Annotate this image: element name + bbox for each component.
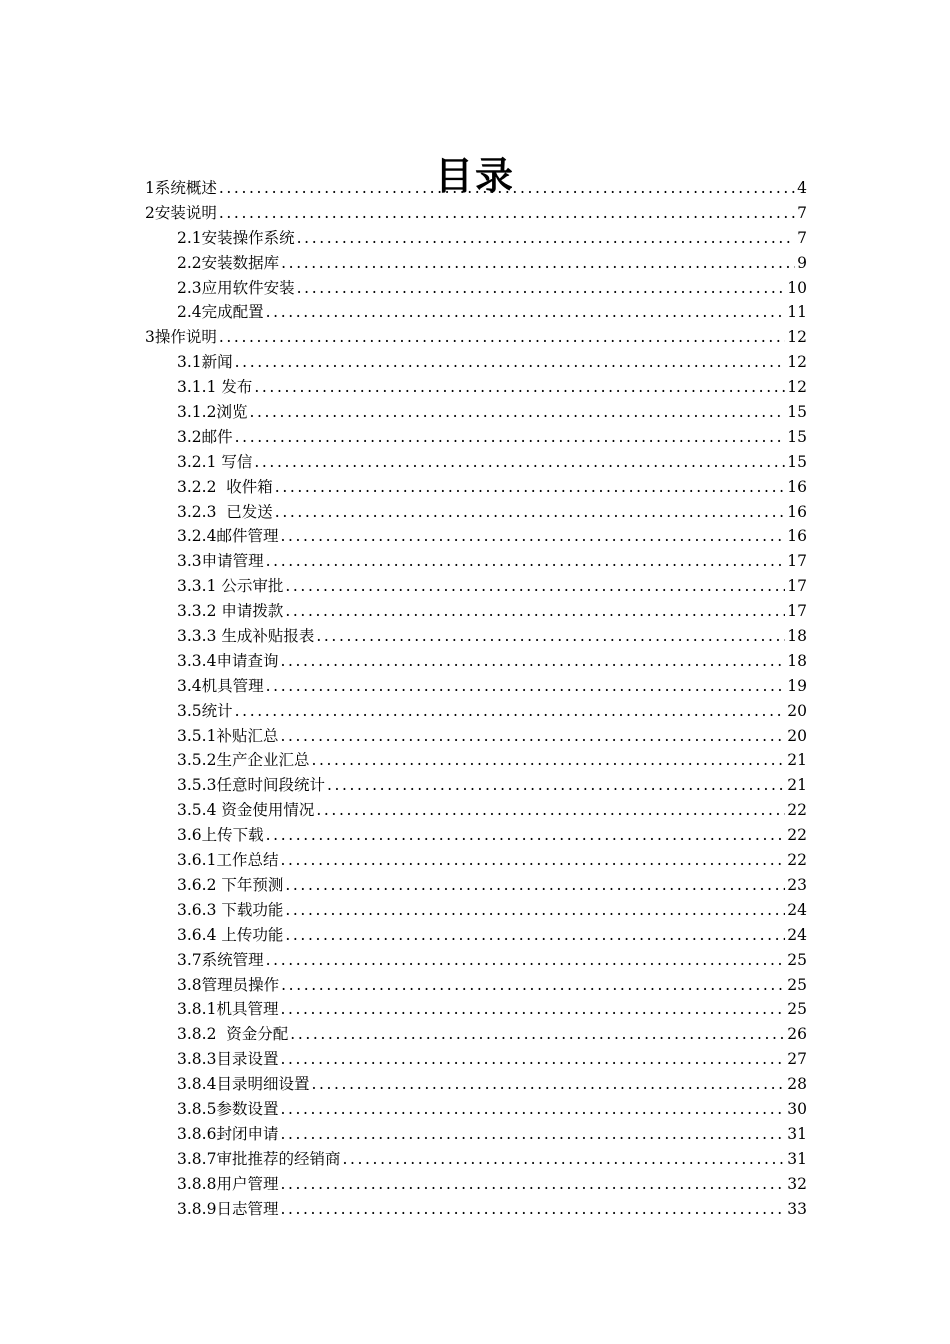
toc-page-number: 15: [787, 452, 807, 471]
toc-leader-dots: [266, 948, 786, 973]
toc-entry-text: 3.3申请管理: [177, 552, 264, 571]
toc-leader-dots: [280, 1172, 785, 1197]
toc-leader-dots: [316, 624, 785, 649]
toc-entry[interactable]: [145, 1172, 807, 1197]
toc-leader-dots: [219, 325, 785, 350]
toc-page-number: 25: [787, 1000, 807, 1019]
toc-page-number: 17: [787, 577, 807, 596]
toc-entry-text: 3.3.3 生成补贴报表: [177, 627, 315, 646]
toc-page-number: 22: [787, 851, 807, 870]
toc-entry-text: 3.8.4目录明细设置: [177, 1075, 310, 1094]
toc-entry[interactable]: [145, 276, 807, 301]
toc-entry[interactable]: [145, 748, 807, 773]
toc-leader-dots: [280, 1197, 785, 1222]
toc-leader-dots: [235, 425, 786, 450]
toc-entry-text: 3.6.2 下年预测: [177, 875, 284, 894]
toc-entry[interactable]: [145, 400, 807, 425]
toc-leader-dots: [275, 475, 785, 500]
toc-entry-text: 3.5.1补贴汇总: [177, 726, 279, 745]
toc-page-number: 15: [787, 403, 807, 422]
toc-page-number: 9: [797, 253, 807, 272]
toc-leader-dots: [219, 201, 795, 226]
toc-entry[interactable]: [145, 923, 807, 948]
toc-entry[interactable]: [145, 699, 807, 724]
toc-page-number: 20: [787, 701, 807, 720]
toc-entry-text: 3.8.5参数设置: [177, 1099, 279, 1118]
toc-page-number: 19: [787, 676, 807, 695]
toc-leader-dots: [254, 450, 785, 475]
toc-leader-dots: [297, 276, 786, 301]
toc-leader-dots: [235, 699, 786, 724]
toc-leader-dots: [266, 549, 786, 574]
toc-entry-text: 2安装说明: [145, 203, 217, 222]
toc-entry-text: 3.6.3 下载功能: [177, 900, 284, 919]
toc-page-number: 25: [787, 950, 807, 969]
toc-entry[interactable]: [145, 798, 807, 823]
toc-entry[interactable]: [145, 848, 807, 873]
toc-entry-text: 3.6.4 上传功能: [177, 925, 284, 944]
toc-leader-dots: [275, 500, 785, 525]
toc-leader-dots: [342, 1147, 785, 1172]
toc-page-number: 28: [787, 1075, 807, 1094]
toc-page-number: 18: [787, 651, 807, 670]
toc-entry-text: 3.2.3 已发送: [177, 502, 273, 521]
toc-entry-text: 3.8.2 资金分配: [177, 1025, 289, 1044]
toc-entry[interactable]: [145, 524, 807, 549]
toc-leader-dots: [280, 1097, 785, 1122]
toc-entry-text: 2.1安装操作系统: [177, 228, 295, 247]
toc-page-number: 21: [787, 776, 807, 795]
toc-leader-dots: [290, 1022, 785, 1047]
toc-page-number: 22: [787, 801, 807, 820]
toc-entry[interactable]: [145, 350, 807, 375]
toc-page-number: 16: [787, 502, 807, 521]
toc-entry[interactable]: [145, 1197, 807, 1222]
toc-leader-dots: [316, 798, 785, 823]
toc-entry-text: 3.1.2浏览: [177, 403, 248, 422]
toc-entry[interactable]: [145, 1047, 807, 1072]
toc-entry[interactable]: [145, 1072, 807, 1097]
toc-page-number: 7: [797, 203, 807, 222]
toc-entry[interactable]: [145, 1022, 807, 1047]
toc-page-number: 7: [797, 228, 807, 247]
toc-page-number: 12: [787, 378, 807, 397]
toc-leader-dots: [280, 848, 785, 873]
toc-entry-text: 3.5.2生产企业汇总: [177, 751, 310, 770]
toc-page-number: 24: [787, 900, 807, 919]
toc-leader-dots: [219, 176, 795, 201]
toc-leader-dots: [280, 1047, 785, 1072]
toc-entry[interactable]: [145, 773, 807, 798]
toc-page-number: 12: [787, 353, 807, 372]
toc-entry-text: 3.6上传下载: [177, 826, 264, 845]
toc-entry-text: 3.8.7审批推荐的经销商: [177, 1149, 341, 1168]
toc-leader-dots: [266, 300, 786, 325]
toc-leader-dots: [280, 724, 785, 749]
toc-entry[interactable]: [145, 1122, 807, 1147]
toc-entry-text: 3.8.6封闭申请: [177, 1124, 279, 1143]
toc-title: 目录: [434, 154, 515, 199]
toc-leader-dots: [285, 574, 785, 599]
toc-page-number: 16: [787, 527, 807, 546]
toc-entry-text: 1系统概述: [145, 179, 217, 197]
toc-page-number: 12: [787, 328, 807, 347]
toc-page-number: 20: [787, 726, 807, 745]
toc-leader-dots: [285, 923, 785, 948]
toc-page-number: 18: [787, 627, 807, 646]
toc-leader-dots: [266, 823, 786, 848]
toc-entry-text: 3.6.1工作总结: [177, 851, 279, 870]
toc-page-number: 26: [787, 1025, 807, 1044]
toc-entry[interactable]: [145, 997, 807, 1022]
toc-leader-dots: [327, 773, 785, 798]
toc-entry[interactable]: [145, 1147, 807, 1172]
toc-list: [145, 176, 807, 1221]
toc-page-number: 23: [787, 875, 807, 894]
toc-entry-text: 3.4机具管理: [177, 676, 264, 695]
toc-entry-text: 3.8管理员操作: [177, 975, 280, 994]
toc-entry-text: 3.3.2 申请拨款: [177, 602, 284, 621]
toc-entry[interactable]: [145, 500, 807, 525]
toc-page-number: 16: [787, 477, 807, 496]
toc-leader-dots: [311, 1072, 785, 1097]
toc-entry-text: 2.4完成配置: [177, 303, 264, 322]
toc-entry[interactable]: [145, 973, 807, 998]
toc-entry[interactable]: [145, 649, 807, 674]
toc-page-number: 21: [787, 751, 807, 770]
toc-entry-text: 3操作说明: [145, 328, 217, 347]
toc-entry[interactable]: [145, 325, 807, 350]
toc-leader-dots: [311, 748, 785, 773]
toc-leader-dots: [280, 1122, 785, 1147]
toc-page-number: 17: [787, 602, 807, 621]
toc-entry[interactable]: [145, 375, 807, 400]
toc-entry[interactable]: [145, 674, 807, 699]
toc-page-number: 15: [787, 427, 807, 446]
toc-entry-text: 3.7系统管理: [177, 950, 264, 969]
toc-entry[interactable]: [145, 549, 807, 574]
toc-page-number: 32: [787, 1174, 807, 1193]
toc-entry-text: 3.2.4邮件管理: [177, 527, 279, 546]
toc-page-number: 33: [787, 1199, 807, 1218]
toc-page-number: 22: [787, 826, 807, 845]
toc-leader-dots: [281, 973, 785, 998]
toc-page-number: 25: [787, 975, 807, 994]
toc-leader-dots: [285, 873, 785, 898]
toc-leader-dots: [280, 524, 785, 549]
toc-entry-text: 3.5统计: [177, 701, 233, 720]
toc-entry[interactable]: [145, 450, 807, 475]
toc-entry[interactable]: [145, 1097, 807, 1122]
toc-page-number: 24: [787, 925, 807, 944]
toc-entry-text: 3.8.8用户管理: [177, 1174, 279, 1193]
toc-page-number: 10: [787, 278, 807, 297]
toc-entry-text: 2.3应用软件安装: [177, 278, 295, 297]
toc-entry-text: 3.3.1 公示审批: [177, 577, 284, 596]
toc-entry[interactable]: [145, 300, 807, 325]
toc-leader-dots: [285, 898, 785, 923]
toc-entry[interactable]: [145, 873, 807, 898]
toc-entry[interactable]: [145, 898, 807, 923]
toc-entry[interactable]: [145, 475, 807, 500]
toc-entry[interactable]: [145, 251, 807, 276]
toc-entry[interactable]: [145, 574, 807, 599]
toc-entry-text: 3.3.4申请查询: [177, 651, 279, 670]
toc-leader-dots: [235, 350, 786, 375]
toc-leader-dots: [266, 674, 786, 699]
toc-leader-dots: [280, 997, 785, 1022]
toc-entry-text: 3.1新闻: [177, 353, 233, 372]
toc-page-number: 31: [787, 1149, 807, 1168]
toc-entry[interactable]: [145, 624, 807, 649]
toc-leader-dots: [249, 400, 785, 425]
toc-entry-text: 3.8.3目录设置: [177, 1050, 279, 1069]
toc-entry-text: 3.2.1 写信: [177, 452, 253, 471]
toc-entry-text: 3.5.3任意时间段统计: [177, 776, 325, 795]
toc-entry[interactable]: [145, 724, 807, 749]
toc-page-number: 11: [787, 303, 807, 322]
toc-entry-text: 2.2安装数据库: [177, 253, 280, 272]
toc-entry-text: 3.8.1机具管理: [177, 1000, 279, 1019]
toc-entry-text: 3.5.4 资金使用情况: [177, 801, 315, 820]
toc-leader-dots: [254, 375, 785, 400]
toc-page-number: 30: [787, 1099, 807, 1118]
toc-page-number: 27: [787, 1050, 807, 1069]
toc-leader-dots: [285, 599, 785, 624]
toc-page-number: 4: [797, 179, 807, 197]
toc-leader-dots: [297, 226, 795, 251]
toc-entry-text: 3.2.2 收件箱: [177, 477, 273, 496]
toc-entry-text: 3.2邮件: [177, 427, 233, 446]
toc-entry[interactable]: [145, 176, 807, 201]
toc-entry[interactable]: [145, 948, 807, 973]
toc-leader-dots: [281, 251, 795, 276]
toc-entry-text: 3.1.1 发布: [177, 378, 253, 397]
toc-entry[interactable]: [145, 823, 807, 848]
toc-leader-dots: [280, 649, 785, 674]
toc-page-number: 31: [787, 1124, 807, 1143]
toc-entry-text: 3.8.9日志管理: [177, 1199, 279, 1218]
toc-entry[interactable]: [145, 425, 807, 450]
toc-entry[interactable]: [145, 226, 807, 251]
toc-entry[interactable]: [145, 201, 807, 226]
toc-page-number: 17: [787, 552, 807, 571]
toc-entry[interactable]: [145, 599, 807, 624]
